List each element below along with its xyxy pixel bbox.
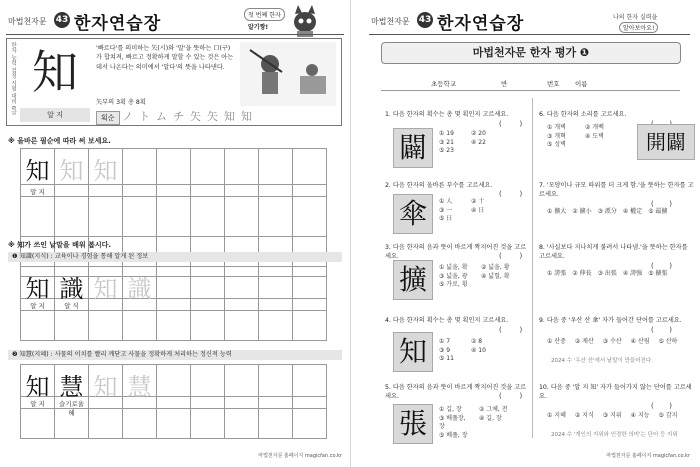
model-char: 知 [25,373,50,401]
option[interactable]: ⑤ 성벽 [547,141,566,148]
q-text: 다음 중 '알 지 知' 자가 들어가지 않는 단어를 고르세요. [539,384,692,400]
q-number: 3. [385,244,391,251]
option[interactable]: ③ 21 [439,138,454,146]
grid-cell[interactable] [89,197,123,237]
option[interactable]: ⑤ 日 [439,215,453,222]
grid-cell[interactable] [157,365,191,397]
grid-cell[interactable] [259,267,293,299]
option[interactable]: ⑤ 베풀, 장 [439,431,468,439]
answer-blank[interactable]: ( ) [499,252,523,260]
logo: 한자연습장 [437,14,525,34]
grid-cell[interactable] [225,267,259,299]
grid-cell[interactable] [293,197,327,237]
option[interactable]: ④ 길, 장 [479,414,502,422]
answer-blank[interactable]: ( ) [499,190,523,198]
school-label: 초등학교 [431,80,457,88]
number-label: 번호 [547,80,560,88]
q-number: 4. [385,317,391,324]
grid-cell[interactable] [259,311,293,341]
option[interactable]: ③ 出張 [597,270,617,277]
char-label: 알 지 [30,188,45,196]
options [439,406,473,440]
option[interactable]: ② 지식 [574,412,594,419]
grid-cell[interactable] [259,149,293,185]
model-char: 知 [25,275,50,303]
grid-cell[interactable] [191,365,225,397]
options [481,264,515,281]
options [547,124,577,150]
grid-cell[interactable] [259,409,293,439]
grid-cell[interactable] [259,365,293,397]
grid-cell [89,267,123,303]
option[interactable]: ② 재산 [574,338,594,345]
options [547,412,677,421]
grid-cell[interactable] [293,149,327,185]
answer-blank[interactable]: ( ) [651,262,673,270]
option[interactable]: ② 그체, 전 [479,406,508,413]
option[interactable]: ⑤ 最擴 [648,208,668,215]
option[interactable]: ① 길, 장 [439,406,462,413]
grid-cell[interactable] [293,409,327,439]
option[interactable]: ② 개백 [585,124,604,131]
grid-cell[interactable] [55,311,89,341]
header-rule [369,34,690,35]
grid-cell[interactable] [123,149,157,185]
grid-cell[interactable] [225,149,259,185]
grid-cell[interactable] [55,409,89,439]
section1-title: ※ 올바른 필순에 따라 써 보세요. [8,137,111,145]
char-label: 알 지 [30,302,45,310]
right-page [350,0,700,467]
class-label: 반 [501,80,508,88]
q-number: 1. [385,111,391,118]
option[interactable]: ⑤ 擴張 [648,270,668,277]
grid-cell [123,365,157,401]
badge-bottom: 알기짱! [248,24,269,31]
grid-cell[interactable] [123,197,157,237]
option[interactable]: ③ 개혁 [547,132,566,140]
grid-cell [55,149,89,185]
model-char: 知 [25,157,50,185]
option[interactable]: ⑤ 산하 [658,338,678,345]
grid-cell [21,149,55,185]
option[interactable]: ③ 9 [439,346,451,354]
options [547,338,677,347]
option[interactable]: ⑤ 23 [439,147,454,154]
options [547,208,667,217]
grid-cell[interactable] [293,365,327,397]
options [439,198,461,224]
grid-cell [123,267,157,303]
lesson-number: 43 [54,12,70,28]
stroke-order-label: 획순 [96,111,120,125]
char-label: 알 지 [30,400,45,408]
grid-cell[interactable] [191,311,225,341]
grid-cell[interactable] [157,149,191,185]
q-text: 다음 한자의 획수는 총 몇 획인지 고르세요. [392,317,509,324]
option[interactable]: ① 擴大 [547,208,567,215]
q-text: 다음 중 '우산 산 傘' 자가 들어간 단어를 고르세요. [546,317,682,324]
question-hanja: 知 [393,332,433,372]
question-6 [539,110,689,119]
answer-blank[interactable]: ( ) [499,392,523,400]
grid-cell[interactable] [21,197,55,237]
option[interactable]: ① 19 [439,130,454,137]
options [585,124,615,141]
illustration [240,42,336,106]
trace-char: 知 [93,275,118,303]
grid-cell[interactable] [123,409,157,439]
trace-char: 知 [59,157,84,185]
q-text: '모양이나 규모 따위를 더 크게 함.'을 뜻하는 한자를 고르세요. [539,182,694,198]
question-1 [385,110,529,119]
grid-cell[interactable] [225,409,259,439]
grid-cell[interactable] [191,197,225,237]
trace-char: 識 [127,275,152,303]
grid-cell[interactable] [157,409,191,439]
grid-cell[interactable] [225,311,259,341]
question-10 [539,383,695,401]
option[interactable]: ① 넓을, 확 [439,264,468,271]
radical-info: 矢부의 3획 총 8획 [96,99,146,106]
option[interactable]: ② 20 [471,130,486,137]
trace-char: 知 [93,373,118,401]
grid-cell[interactable] [89,409,123,439]
question-hanja: 張 [393,404,433,444]
option[interactable]: ④ 22 [471,138,486,146]
word2-heading: ❷ 知慧(지혜) : 사물의 이치를 빨리 깨닫고 사물을 정확하게 처리하는 정신적 능력 [8,350,342,360]
option[interactable]: ② 十 [471,198,485,205]
column-divider [532,98,533,438]
char-label: 슬기로울 혜 [58,400,85,417]
stroke-step: 矢 [207,110,218,123]
info-rule [381,90,680,91]
stroke-step: 知 [224,110,235,123]
question-hanja: 擴 [393,260,433,300]
word1-heading: ❶ 知識(지식) : 교육이나 경험을 통해 알게 된 정보 [8,252,342,262]
footer: 마법천자문 홈페이지 magicfan.co.kr [258,453,342,459]
option[interactable]: ⑤ 가로, 횡 [439,281,468,288]
grid-cell[interactable] [293,311,327,341]
model-char: 識 [59,275,84,303]
options [439,130,461,156]
answer-blank[interactable]: ( ) [499,120,523,128]
main-meaning: 알 지 [20,108,90,122]
grid-cell[interactable] [157,197,191,237]
options [439,338,461,364]
q-text: 다음 한자의 음과 뜻이 바르게 짝지어진 것을 고르세요. [385,244,527,260]
question-4 [385,316,529,325]
answer-blank[interactable]: ( ) [499,326,523,334]
option[interactable]: ③ 지위 [602,412,622,419]
option[interactable]: ③ 派分 [597,208,617,215]
options [471,198,493,215]
grid-cell[interactable] [225,365,259,397]
main-character: 知 [32,45,78,99]
grid-cell[interactable] [191,409,225,439]
practice-grid-3 [20,364,327,439]
grid-cell [89,149,123,185]
option[interactable]: ① 개벽 [547,124,566,131]
option[interactable]: ④ 도벽 [585,132,604,140]
q-text: '사실보다 지나치게 불려서 나타냄.'을 뜻하는 한자를 고르세요. [539,244,688,260]
header-rule [6,34,344,35]
grid-cell[interactable] [191,149,225,185]
q-number: 2. [385,182,391,189]
grid-cell[interactable] [157,267,191,299]
grid-cell[interactable] [259,197,293,237]
stroke-step: ト [139,110,150,123]
q-number: 10. [539,384,549,391]
option[interactable]: ② 擴小 [572,208,592,215]
options [479,406,519,423]
q-number: 9. [539,317,545,324]
q-text: 다음 한자의 획수는 총 몇 획인지 고르세요. [392,111,509,118]
grid-cell [21,267,55,303]
question-8 [539,243,695,261]
character-description: '빠르다'를 의미하는 矢(시)와 '말'을 뜻하는 口(구)가 합쳐져, 빠르고 정확하게 말할 수 있는 것은 아는 데서 나온다는 의미에서 '알다'의 뜻을 나타낸다. [96,45,234,71]
option[interactable]: ③ 수산 [602,338,622,345]
options [547,270,667,279]
question-hanja: 闢 [393,128,433,168]
option[interactable]: ③ 베풀장, 장 [439,414,466,430]
grid-cell[interactable] [225,197,259,237]
grid-cell [89,365,123,401]
option[interactable]: ③ 一 [439,206,453,214]
badge-bottom: 알아보아요! [619,22,658,33]
option[interactable]: ④ 산림 [630,338,650,345]
grid-cell[interactable] [123,311,157,341]
option[interactable]: ④ 權定 [622,208,643,215]
badge-top: 나의 한자 실력을 [613,14,658,21]
answer-blank[interactable]: ( ) [651,402,673,410]
answer-blank[interactable]: ( ) [651,326,673,334]
q-number: 7. [539,182,545,189]
stroke-step: ノ [122,110,133,123]
name-label: 이름 [575,80,588,88]
options [439,264,473,290]
grid-cell[interactable] [191,267,225,299]
option[interactable]: ④ 誇强 [622,270,643,277]
option[interactable]: ① 誇張 [547,270,567,277]
grid-cell[interactable] [293,267,327,299]
practice-grid-2 [20,266,327,341]
note-10: 2024 수 '개인의 지위와 인정한 의미'는 단어 등 지위 [551,432,678,438]
stroke-step: チ [173,110,184,123]
q-text: 다음 한자의 올바른 부수를 고르세요. [392,182,493,189]
option[interactable]: ② 넓을, 황 [481,264,510,271]
series-label: 마법천자문 [8,17,47,26]
stroke-step: ム [156,110,167,123]
question-7 [539,181,695,199]
grid-cell [21,365,55,401]
option[interactable]: ④ 지능 [630,412,650,419]
q-number: 5. [385,384,391,391]
option[interactable]: ① 人 [439,198,453,205]
trace-char: 知 [93,157,118,185]
model-char: 慧 [59,373,84,401]
option[interactable]: ② 伸長 [572,270,592,277]
q-number: 6. [539,111,545,118]
answer-blank[interactable]: ( ) [651,200,673,208]
trace-char: 慧 [127,373,152,401]
options [471,338,493,355]
option[interactable]: ① 7 [439,338,451,345]
options [471,130,493,147]
question-hanja: 開闢 [637,124,695,160]
section2-title: ※ 知가 쓰인 낱말을 배워 봅시다. [8,241,112,249]
grid-cell[interactable] [157,311,191,341]
option[interactable]: ④ 넓힐, 확 [481,272,510,280]
question-2 [385,181,529,190]
note-9: 2024 수 '우산 산'에서 낱말이 만들어진다. [551,358,653,364]
grid-cell[interactable] [21,311,55,341]
test-title: 마법천자문 한자 평가 ❶ [381,42,681,64]
option[interactable]: ⑤ 감지 [658,412,678,419]
option[interactable]: ② 8 [471,338,483,345]
option[interactable]: ③ 넓을, 광 [439,272,468,280]
option[interactable]: ① 지혜 [547,412,566,419]
grid-cell [55,267,89,303]
series-label: 마법천자문 [371,17,410,26]
grid-cell [55,365,89,401]
option[interactable]: ⑤ 11 [439,355,454,362]
stroke-step: 知 [241,110,252,123]
stroke-step: 矢 [190,110,201,123]
grid-cell[interactable] [55,197,89,237]
grid-cell[interactable] [89,311,123,341]
question-hanja: 傘 [393,194,433,234]
option[interactable]: ④ 日 [471,206,485,214]
q-text: 다음 한자의 소리를 고르세요. [546,111,627,118]
exam-side-label: 한자 능력 검정 시험 대비 6급 [10,42,16,115]
lesson-number: 43 [417,12,433,28]
cartoon-character-icon [285,4,325,38]
question-9 [539,316,695,325]
grid-cell[interactable] [21,409,55,439]
badge-top: 첫 번째 한자 [244,8,285,21]
stroke-order-list [122,108,252,124]
char-label: 알 식 [64,302,79,310]
footer: 마법천자문 홈페이지 magicfan.co.kr [606,453,690,459]
q-text: 다음 한자의 음과 뜻이 바르게 짝지어진 것을 고르세요. [385,384,527,400]
option[interactable]: ④ 10 [471,346,486,354]
option[interactable]: ① 산중 [547,338,566,345]
q-number: 8. [539,244,545,251]
logo: 한자연습장 [74,14,162,34]
grid-label-cell [21,185,55,197]
